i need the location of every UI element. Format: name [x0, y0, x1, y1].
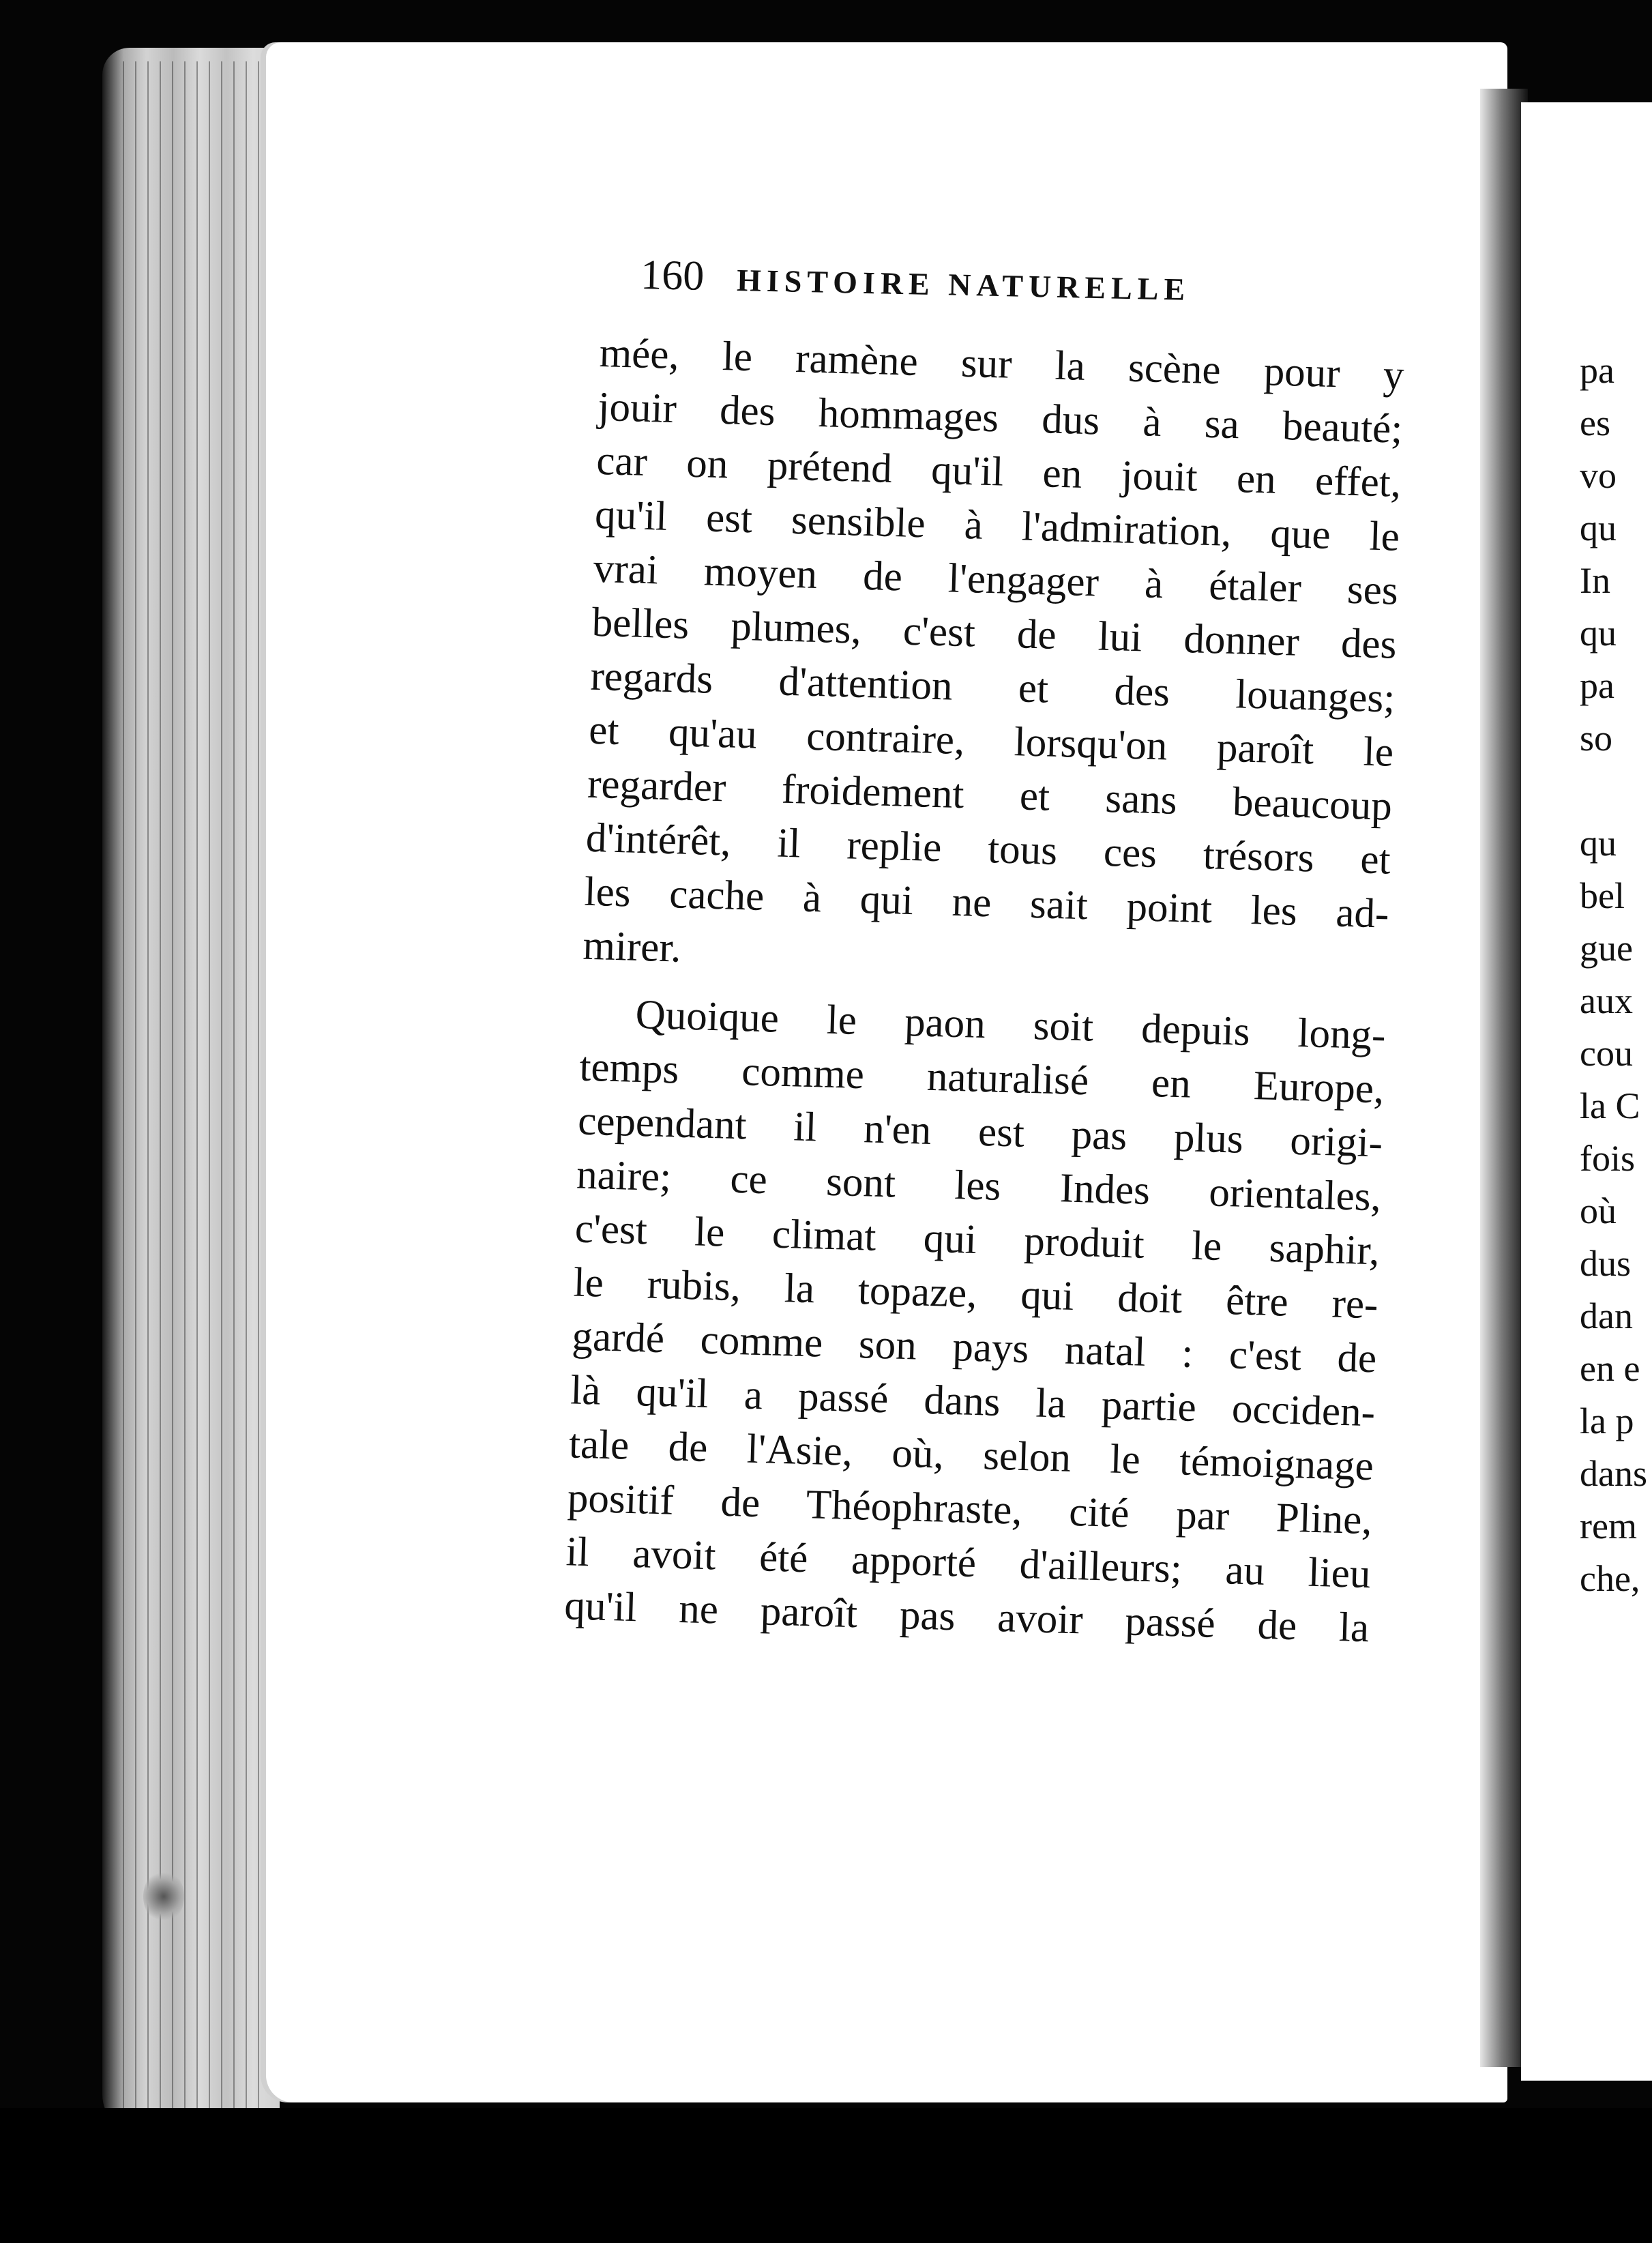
header-title: HISTOIRE NATURELLE	[736, 262, 1191, 307]
page-edge-lines	[123, 61, 259, 2108]
fragment-line: pa	[1580, 665, 1614, 706]
page-number: 160	[640, 251, 705, 299]
text-line: il avoit été apporté d'ailleurs; au lieu	[565, 1529, 1372, 1598]
text-line: et qu'au contraire, lorsqu'on paroît le	[588, 707, 1394, 776]
text-line: naire; ce sont les Indes orientales,	[576, 1152, 1382, 1220]
fragment-line	[1580, 765, 1647, 817]
text-line: qu'il ne paroît pas avoir passé de la	[563, 1583, 1370, 1652]
text-line: les cache à qui ne sait point les ad-	[583, 868, 1390, 937]
fragment-line: aux	[1580, 980, 1633, 1021]
fragment-line: la C	[1580, 1085, 1640, 1126]
text-line: tale de l'Asie, où, selon le témoignage	[568, 1421, 1374, 1490]
fragment-line: qu	[1580, 823, 1617, 864]
text-line: d'intérêt, il replie tous ces trésors et	[585, 815, 1391, 883]
fragment-line: qu	[1580, 613, 1617, 654]
fragment-line: pa	[1580, 350, 1614, 391]
text-line: regarder froidement et sans beaucoup	[587, 761, 1393, 830]
page-body-text	[564, 326, 1405, 1655]
text-line: le rubis, la topaze, qui doit être re-	[572, 1259, 1379, 1328]
text-line: mée, le ramène sur la scène pour y	[598, 329, 1405, 398]
text-line: regards d'attention et des louanges;	[589, 653, 1396, 722]
text-line: mirer.	[582, 922, 682, 971]
text-line: Quoique le paon soit depuis long-	[634, 991, 1387, 1059]
fragment-line: rem	[1580, 1506, 1637, 1546]
fragment-line: dan	[1580, 1295, 1633, 1336]
fragment-line: où	[1580, 1190, 1617, 1231]
fragment-line: gue	[1580, 928, 1633, 969]
fragment-line: qu	[1580, 508, 1617, 548]
text-line: qu'il est sensible à l'admiration, que le	[594, 491, 1400, 560]
fragment-line: dans	[1580, 1453, 1647, 1494]
text-line: vrai moyen de l'engager à étaler ses	[593, 545, 1399, 614]
paper-smudge	[143, 1869, 184, 1924]
fragment-line: vo	[1580, 455, 1617, 496]
text-line: jouir des hommages dus à sa beauté;	[597, 383, 1404, 452]
fragment-line: cou	[1580, 1033, 1633, 1074]
fragment-line: In	[1580, 560, 1610, 601]
text-line: c'est le climat qui produit le saphir,	[574, 1205, 1381, 1274]
text-line: cependant il n'en est pas plus origi-	[577, 1098, 1383, 1167]
fragment-line: en e	[1580, 1348, 1640, 1389]
fragment-line: es	[1580, 402, 1610, 443]
text-line: belles plumes, c'est de lui donner des	[591, 599, 1398, 668]
text-line: gardé comme son pays natal : c'est de	[571, 1313, 1378, 1382]
scan-bottom-shadow	[0, 2108, 1652, 2243]
fragment-line: dus	[1580, 1243, 1632, 1284]
fragment-line: la p	[1580, 1401, 1634, 1441]
facing-page-text-fragments	[1580, 344, 1647, 1605]
fragment-line: bel	[1580, 875, 1625, 916]
text-line: car on prétend qu'il en jouit en effet,	[595, 437, 1402, 506]
text-line: là qu'il a passé dans la partie occiden-	[570, 1367, 1376, 1436]
fragment-line: che,	[1580, 1558, 1640, 1599]
fragment-line: fois	[1580, 1138, 1635, 1179]
text-line: temps comme naturalisé en Europe,	[578, 1044, 1385, 1113]
text-line: positif de Théophraste, cité par Pline,	[567, 1475, 1373, 1544]
fragment-line: so	[1580, 718, 1613, 759]
